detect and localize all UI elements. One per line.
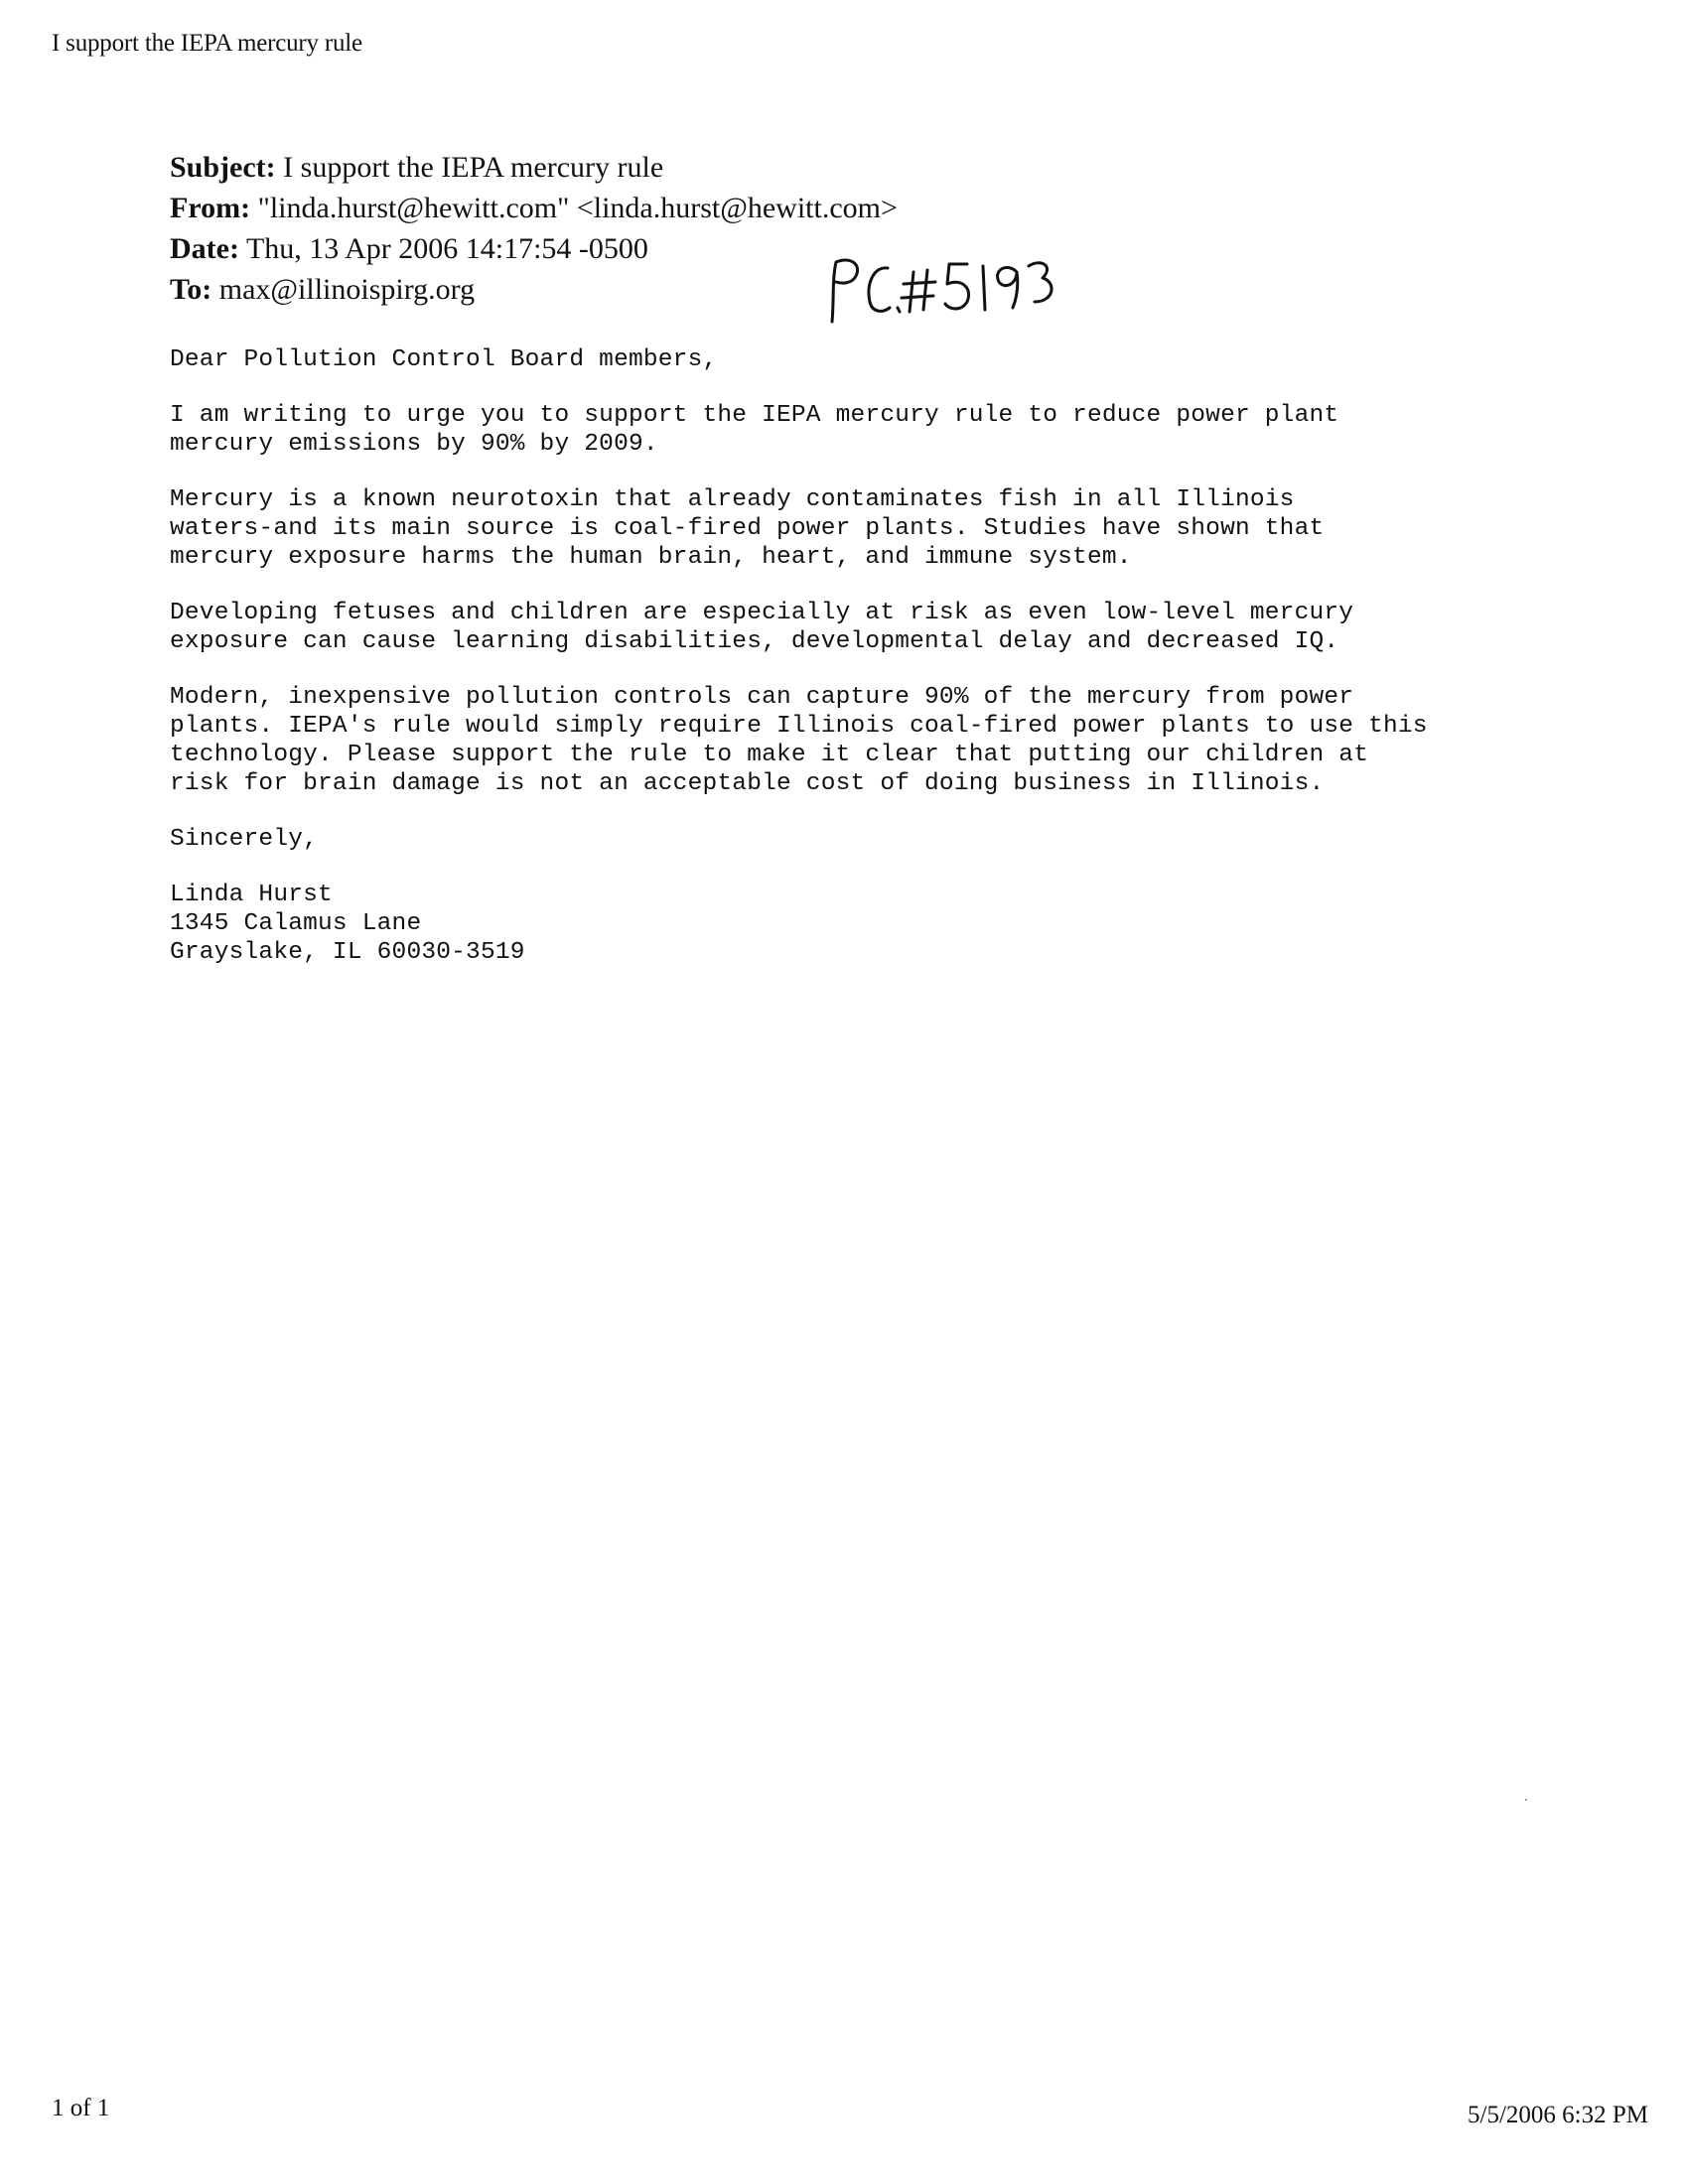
from-value: "linda.hurst@hewitt.com" <linda.hurst@hewitt.com> — [257, 192, 898, 224]
subject-value: I support the IEPA mercury rule — [283, 151, 664, 184]
handwritten-pc-number — [822, 250, 1060, 330]
page-count: 1 of 1 — [52, 2095, 110, 2121]
body-paragraph: Mercury is a known neurotoxin that already contaminates fish in all Illinois waters-and its main source is coal-fired power plants. Studies have shown that mercury exposure harms the human brain, heart, and immune system. — [170, 486, 1325, 571]
from-label: From: — [170, 192, 251, 224]
subject-row — [170, 147, 898, 188]
scan-speck — [1525, 1799, 1527, 1801]
body-paragraph: Developing fetuses and children are especially at risk as even low-level mercury exposure can cause learning disabilities, developmental delay and decreased IQ. — [170, 600, 1354, 655]
subject-label: Subject: — [170, 151, 276, 184]
to-value: max@illinoispirg.org — [218, 273, 476, 306]
email-body — [170, 345, 1560, 967]
print-timestamp: 5/5/2006 6:32 PM — [1468, 2102, 1648, 2128]
date-label: Date: — [170, 232, 239, 265]
to-label: To: — [170, 273, 212, 306]
closing: Sincerely, — [170, 826, 319, 853]
body-paragraph: Modern, inexpensive pollution controls can capture 90% of the mercury from power plants. IEPA's rule would simply require Illinois coal-fired power plants to use this technology. Please support the rule to make it clear that putting our children at risk for brain damage is not an acceptable cost of doing business in Illinois. — [170, 684, 1428, 797]
signature-block: Linda Hurst 1345 Calamus Lane Grayslake, IL 60030-3519 — [170, 882, 525, 966]
page-header-title: I support the IEPA mercury rule — [52, 30, 362, 57]
body-paragraph: I am writing to urge you to support the IEPA mercury rule to reduce power plant mercury emissions by 90% by 2009. — [170, 402, 1339, 458]
greeting: Dear Pollution Control Board members, — [170, 346, 718, 373]
date-value: Thu, 13 Apr 2006 14:17:54 -0500 — [245, 232, 648, 265]
date-row — [170, 228, 898, 269]
email-headers — [170, 147, 898, 310]
from-row — [170, 188, 898, 228]
to-row — [170, 269, 898, 310]
